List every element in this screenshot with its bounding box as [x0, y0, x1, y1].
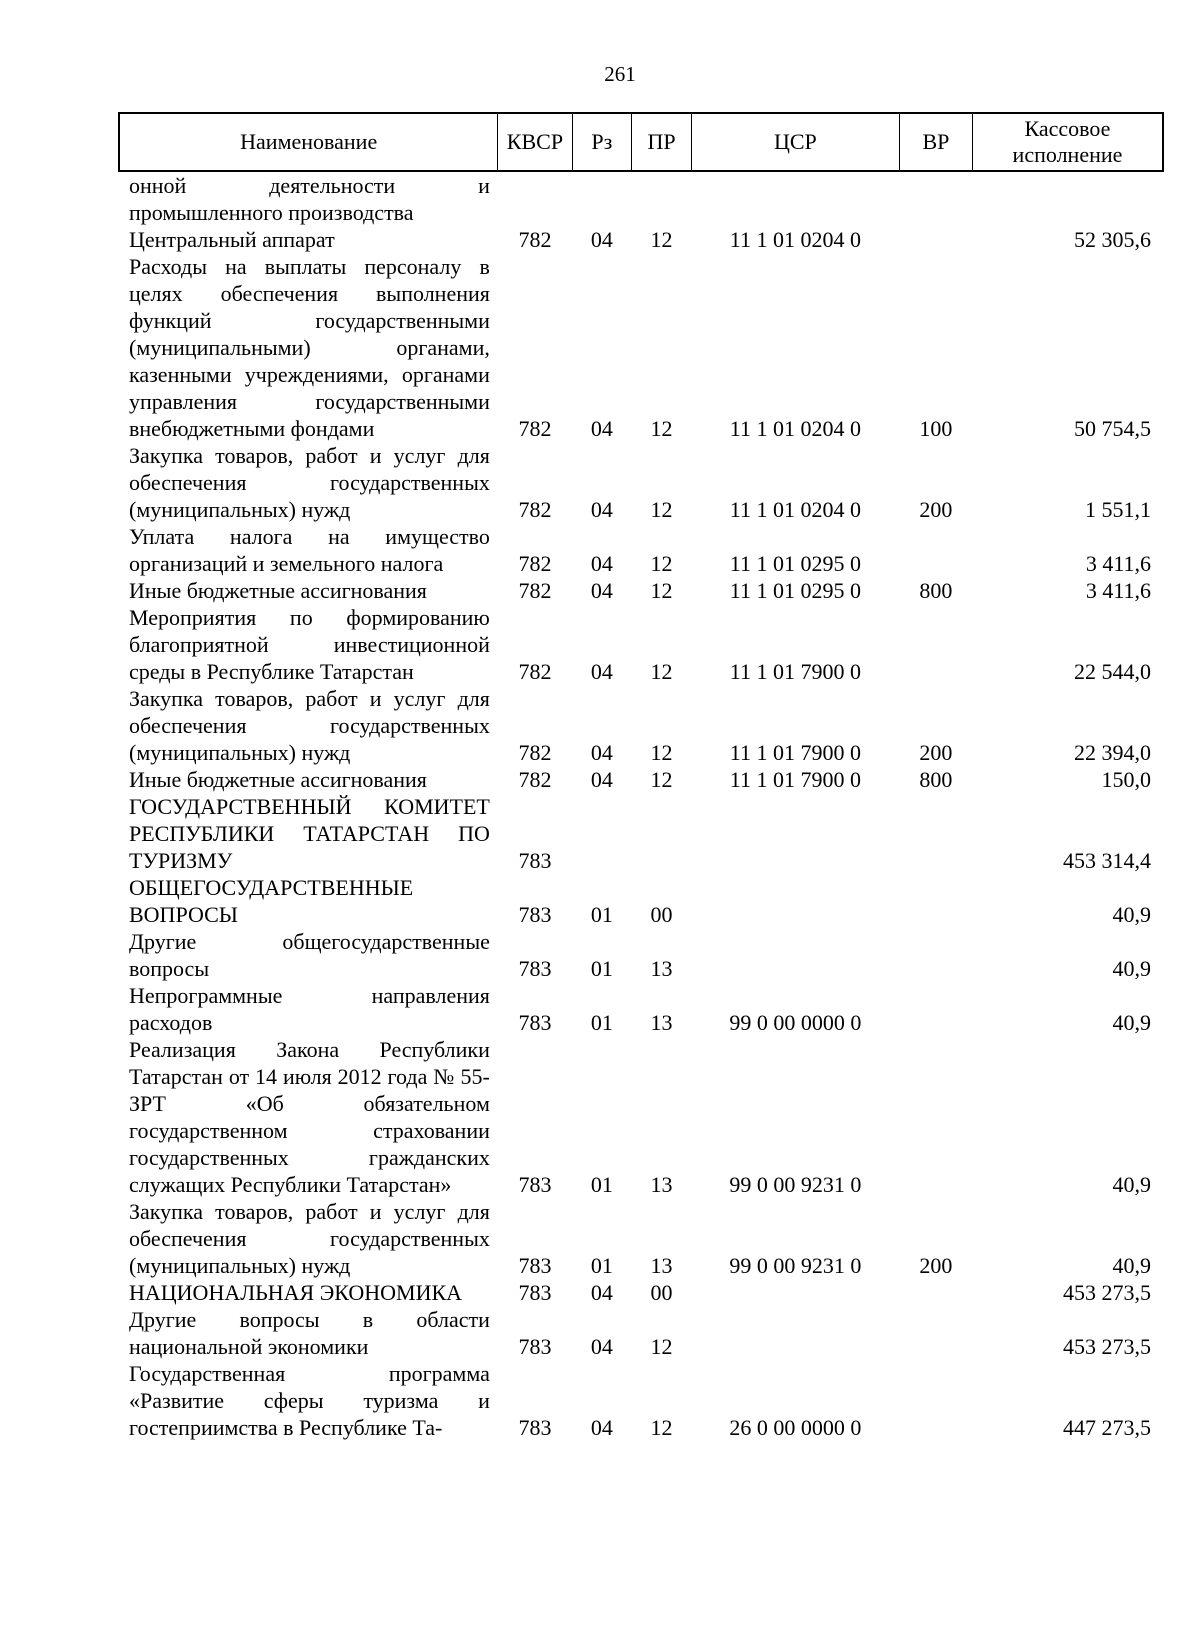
- row-csr: [691, 793, 899, 874]
- table-row: [119, 1360, 1163, 1441]
- row-kvsr: 783: [518, 848, 552, 873]
- table-row: [119, 442, 1163, 523]
- row-pr: [632, 793, 692, 874]
- row-pr: 12: [650, 767, 673, 792]
- row-vr: [899, 226, 972, 253]
- row-pr: 00: [650, 902, 673, 927]
- row-rz: 04: [590, 1334, 613, 1359]
- table-row: [119, 1279, 1163, 1306]
- row-kvsr: 782: [518, 578, 552, 603]
- table-row: [119, 874, 1163, 928]
- row-vr: [899, 1279, 972, 1306]
- row-csr: 11 1 01 0204 0: [729, 416, 861, 441]
- row-amount: 40,9: [1112, 1253, 1151, 1278]
- header-vr: ВР: [899, 113, 972, 171]
- table-row: [119, 171, 1163, 226]
- row-csr: 26 0 00 0000 0: [729, 1415, 862, 1440]
- row-pr: 13: [650, 956, 673, 981]
- row-amount: 40,9: [1112, 902, 1151, 927]
- row-pr: 12: [650, 416, 673, 441]
- row-amount: 22 394,0: [1074, 740, 1151, 765]
- row-pr: 12: [650, 1334, 673, 1359]
- row-pr: 12: [650, 578, 673, 603]
- row-vr: [899, 171, 972, 226]
- row-kvsr: 783: [518, 956, 552, 981]
- row-pr: 12: [650, 659, 673, 684]
- row-pr: 13: [650, 1172, 673, 1197]
- row-csr: 11 1 01 0204 0: [729, 497, 861, 522]
- row-csr: 11 1 01 0295 0: [729, 578, 861, 603]
- row-vr: [899, 1360, 972, 1441]
- row-name: Реализация Закона Республики Татарстан от 14 июля 2012 года № 55-ЗРТ «Об обязательном государственном страховании государственных гражданских служащих Республики Татарстан»: [129, 1037, 490, 1197]
- row-csr: 99 0 00 0000 0: [729, 1010, 862, 1035]
- row-csr: 11 1 01 7900 0: [729, 740, 861, 765]
- row-rz: 01: [590, 1010, 613, 1035]
- table-body: [119, 171, 1163, 1441]
- table-row: [119, 577, 1163, 604]
- row-vr: [899, 874, 972, 928]
- row-kvsr: 782: [518, 740, 552, 765]
- row-name: Уплата налога на имущество организаций и земельного налога: [129, 524, 490, 576]
- row-name: Закупка товаров, работ и услуг для обеспечения государственных (муниципальных) нужд: [129, 443, 490, 522]
- row-name: Расходы на выплаты персоналу в целях обеспечения выполнения функций государственными (муниципальными) органами, казенными учреждениями, органами управления государственными внебюджетными фондами: [129, 254, 490, 441]
- row-name: Закупка товаров, работ и услуг для обеспечения государственных (муниципальных) нужд: [129, 686, 490, 765]
- row-rz: 04: [590, 767, 613, 792]
- row-rz: 04: [590, 578, 613, 603]
- row-vr: [899, 1036, 972, 1198]
- row-amount: 453 314,4: [1063, 848, 1151, 873]
- row-rz: 01: [590, 1253, 613, 1278]
- table-header: [119, 113, 1163, 171]
- row-rz: [572, 793, 632, 874]
- row-name: Иные бюджетные ассигнования: [129, 578, 427, 603]
- row-rz: 01: [590, 1172, 613, 1197]
- row-rz: 04: [590, 1280, 613, 1305]
- row-name: ОБЩЕГОСУДАРСТВЕННЫЕ ВОПРОСЫ: [129, 875, 414, 927]
- row-amount: 40,9: [1112, 1172, 1151, 1197]
- row-csr: [691, 874, 899, 928]
- table-row: [119, 1198, 1163, 1279]
- row-pr: 12: [650, 551, 673, 576]
- row-kvsr: [498, 171, 572, 226]
- row-csr: 11 1 01 7900 0: [729, 767, 861, 792]
- row-vr: 200: [919, 1253, 953, 1278]
- row-vr: [899, 928, 972, 982]
- row-kvsr: 782: [518, 227, 552, 252]
- table-row: [119, 793, 1163, 874]
- row-rz: 04: [590, 497, 613, 522]
- table-row: [119, 523, 1163, 577]
- row-kvsr: 783: [518, 1280, 552, 1305]
- table-row: [119, 604, 1163, 685]
- row-amount: 453 273,5: [1063, 1334, 1151, 1359]
- table-row: [119, 253, 1163, 442]
- row-rz: 04: [590, 659, 613, 684]
- page-number: 261: [604, 62, 636, 86]
- row-amount: 40,9: [1112, 956, 1151, 981]
- row-amount: 447 273,5: [1063, 1415, 1151, 1440]
- row-csr: [691, 1279, 899, 1306]
- row-name: Государственная программа «Развитие сферы туризма и гостеприимства в Республике Та-: [129, 1361, 490, 1440]
- table-row: [119, 928, 1163, 982]
- row-kvsr: 782: [518, 767, 552, 792]
- row-name: онной деятельности и промышленного производства: [129, 173, 490, 225]
- row-pr: 13: [650, 1010, 673, 1035]
- row-kvsr: 782: [518, 551, 552, 576]
- row-pr: 12: [650, 1415, 673, 1440]
- header-rz: Рз: [572, 113, 632, 171]
- row-name: НАЦИОНАЛЬНАЯ ЭКОНОМИКА: [129, 1280, 463, 1305]
- row-amount: 150,0: [1101, 767, 1151, 792]
- row-vr: [899, 982, 972, 1036]
- row-vr: [899, 604, 972, 685]
- row-name: Другие общегосударственные вопросы: [129, 929, 490, 981]
- row-csr: 99 0 00 9231 0: [729, 1253, 862, 1278]
- row-vr: 100: [919, 416, 953, 441]
- row-rz: 04: [590, 551, 613, 576]
- row-amount: 52 305,6: [1074, 227, 1151, 252]
- row-rz: [572, 171, 632, 226]
- row-amount: 40,9: [1112, 1010, 1151, 1035]
- budget-table: [118, 112, 1164, 1441]
- row-csr: [691, 928, 899, 982]
- table-row: [119, 1306, 1163, 1360]
- row-amount: [972, 171, 1163, 226]
- row-csr: 11 1 01 0204 0: [729, 227, 861, 252]
- row-rz: 04: [590, 1415, 613, 1440]
- row-pr: 12: [650, 497, 673, 522]
- row-kvsr: 783: [518, 1334, 552, 1359]
- row-amount: 453 273,5: [1063, 1280, 1151, 1305]
- row-kvsr: 782: [518, 416, 552, 441]
- row-name: Мероприятия по формированию благоприятной инвестиционной среды в Республике Татарстан: [129, 605, 490, 684]
- row-kvsr: 783: [518, 1415, 552, 1440]
- row-csr: 11 1 01 7900 0: [729, 659, 861, 684]
- row-vr: 800: [919, 767, 953, 792]
- row-rz: 04: [590, 227, 613, 252]
- row-amount: 50 754,5: [1074, 416, 1151, 441]
- row-amount: 1 551,1: [1085, 497, 1151, 522]
- row-rz: 01: [590, 902, 613, 927]
- row-rz: 04: [590, 740, 613, 765]
- row-kvsr: 782: [518, 497, 552, 522]
- row-name: ГОСУДАРСТВЕННЫЙ КОМИТЕТ РЕСПУБЛИКИ ТАТАРСТАН ПО ТУРИЗМУ: [129, 794, 490, 873]
- row-csr: [691, 171, 899, 226]
- row-rz: 01: [590, 956, 613, 981]
- row-name: Другие вопросы в области национальной экономики: [129, 1307, 490, 1359]
- header-kvsr: КВСР: [498, 113, 572, 171]
- row-amount: 22 544,0: [1074, 659, 1151, 684]
- header-csr: ЦСР: [691, 113, 899, 171]
- row-pr: 12: [650, 227, 673, 252]
- row-vr: [899, 793, 972, 874]
- row-kvsr: 783: [518, 1010, 552, 1035]
- row-vr: 800: [919, 578, 953, 603]
- row-kvsr: 783: [518, 1253, 552, 1278]
- table-row: [119, 685, 1163, 766]
- row-vr: [899, 1306, 972, 1360]
- row-pr: 00: [650, 1280, 673, 1305]
- row-rz: 04: [590, 416, 613, 441]
- row-amount: 3 411,6: [1085, 551, 1151, 576]
- row-csr: 11 1 01 0295 0: [729, 551, 861, 576]
- row-vr: 200: [919, 740, 953, 765]
- table-row: [119, 766, 1163, 793]
- header-cash-execution: Кассовое исполнение: [972, 113, 1163, 171]
- table-row: [119, 1036, 1163, 1198]
- row-name: Непрограммные направления расходов: [129, 983, 490, 1035]
- row-csr: [691, 1306, 899, 1360]
- row-pr: 12: [650, 740, 673, 765]
- row-kvsr: 782: [518, 659, 552, 684]
- row-vr: [899, 523, 972, 577]
- table-row: [119, 226, 1163, 253]
- header-name: Наименование: [119, 113, 498, 171]
- row-name: Закупка товаров, работ и услуг для обеспечения государственных (муниципальных) нужд: [129, 1199, 490, 1278]
- row-vr: 200: [919, 497, 953, 522]
- row-name: Центральный аппарат: [129, 227, 335, 252]
- table-row: [119, 982, 1163, 1036]
- row-pr: [632, 171, 692, 226]
- row-kvsr: 783: [518, 1172, 552, 1197]
- header-pr: ПР: [632, 113, 692, 171]
- row-amount: 3 411,6: [1085, 578, 1151, 603]
- row-pr: 13: [650, 1253, 673, 1278]
- row-name: Иные бюджетные ассигнования: [129, 767, 427, 792]
- row-kvsr: 783: [518, 902, 552, 927]
- row-csr: 99 0 00 9231 0: [729, 1172, 862, 1197]
